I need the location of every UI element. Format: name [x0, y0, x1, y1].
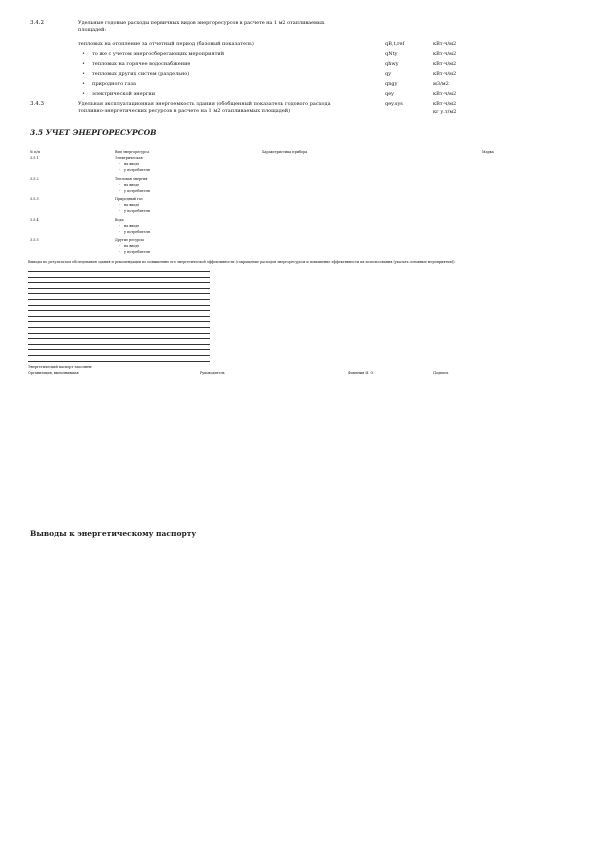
metering-group-name: Другие ресурсы: [115, 238, 144, 242]
column-device-header: Характеристика прибора: [262, 150, 308, 154]
column-resource-header: Вид энергоресурса: [115, 150, 150, 154]
section-343-unit1: кВт·ч/м2: [433, 101, 457, 107]
section-342-row-symbol: qey: [385, 91, 394, 97]
metering-group-number: 3.5.4: [30, 218, 39, 222]
conclusion-line: [28, 321, 210, 322]
conclusion-line: [28, 333, 210, 334]
section-343-line1: Удельная эксплуатационная энергоемкость здания (обобщенный показатель годового расхода: [78, 101, 331, 107]
conclusion-line: [28, 361, 210, 362]
metering-group-name: Электрическая: [115, 156, 143, 160]
conclusion-line: [28, 271, 210, 272]
conclusion-line: [28, 327, 210, 328]
section-342-row-symbol: qB,t,ref: [385, 41, 405, 47]
metering-group-item: - на вводе: [124, 203, 139, 208]
section-342-row-label: • то же с учетом энергосберегающих мероприятий: [92, 51, 224, 58]
conclusion-line: [28, 288, 210, 289]
section-342-row-label: • тепловых других систем (раздельно): [92, 71, 189, 78]
metering-group-item: - у потребителя: [124, 230, 150, 235]
metering-group-number: 3.5.1: [30, 156, 39, 160]
signature-name: Фамилия И. О.: [348, 371, 375, 375]
section-342-row-unit: кВт·ч/м2: [433, 61, 457, 67]
metering-group-name: Вода: [115, 218, 124, 222]
section-342-row-symbol: qngy: [385, 81, 398, 87]
metering-group-item: - на вводе: [124, 162, 139, 167]
metering-group-item: - у потребителя: [124, 250, 150, 255]
metering-group-item: - на вводе: [124, 244, 139, 249]
section-342-row-unit: м3/м2: [433, 81, 449, 87]
metering-group-name: Тепловая энергия: [115, 177, 148, 181]
section-343-unit2: кг у.т/м2: [433, 109, 457, 115]
column-brand-header: Марка: [482, 150, 494, 154]
signature-organization: Организация, выполнившая: [28, 371, 79, 375]
section-342-row-symbol: qhwy: [385, 61, 399, 67]
conclusion-line: [28, 310, 210, 311]
section-343-number: 3.4.3: [30, 101, 44, 107]
conclusion-line: [28, 344, 210, 345]
conclusion-line: [28, 277, 210, 278]
section-342-title-line1: Удельные годовые расходы первичных видов энергоресурсов в расчете на 1 м2 отапливаемых: [78, 20, 325, 26]
metering-group-name: Природный газ: [115, 197, 143, 201]
section-342-row-label: • природного газа: [92, 81, 136, 88]
section-342-row-symbol: qNty: [385, 51, 398, 57]
metering-group-number: 3.5.2: [30, 177, 39, 181]
metering-group-item: - у потребителя: [124, 209, 150, 214]
section-342-row-unit: кВт·ч/м2: [433, 51, 457, 57]
section-342-row-unit: кВт·ч/м2: [433, 41, 457, 47]
conclusion-line: [28, 282, 210, 283]
conclusion-line: [28, 338, 210, 339]
footer-note: Энергетический паспорт заполнен:: [28, 365, 93, 369]
section-342-row-label: тепловых на отопление за отчетный период (базовый показатель): [78, 41, 254, 47]
signature-sign: Подпись: [433, 371, 449, 375]
conclusion-line: [28, 299, 210, 300]
conclusion-line: [28, 355, 210, 356]
appendix-title: Выводы к энергетическому паспорту: [30, 529, 197, 538]
section-342-title-line2: площадей:: [78, 27, 107, 33]
section-342-row-unit: кВт·ч/м2: [433, 71, 457, 77]
conclusions-note: Выводы по результатам обследования здания и рекомендации по повышению его энергетической эффективности (сокращение расходов энергоресурсов и повышение эффективности их использования (указать основные мероприятия)):: [28, 260, 456, 264]
conclusion-line: [28, 293, 210, 294]
section-342-row-label: • электрической энергии: [92, 91, 155, 98]
signature-position: Руководитель: [200, 371, 225, 375]
section-35-heading: 3.5 УЧЕТ ЭНЕРГОРЕСУРСОВ: [30, 128, 157, 137]
conclusion-line: [28, 305, 210, 306]
metering-group-item: - у потребителя: [124, 189, 150, 194]
metering-group-item: - у потребителя: [124, 168, 150, 173]
metering-group-item: - на вводе: [124, 224, 139, 229]
metering-group-number: 3.5.5: [30, 238, 39, 242]
section-342-row-label: • тепловых на горячее водоснабжение: [92, 61, 190, 68]
section-342-row-unit: кВт·ч/м2: [433, 91, 457, 97]
section-342-row-symbol: qy: [385, 71, 392, 77]
section-343-symbol: qey.sys: [385, 101, 403, 107]
metering-group-item: - на вводе: [124, 183, 139, 188]
conclusion-line: [28, 349, 210, 350]
section-343-line2: топливно-энергетических ресурсов в расчете на 1 м2 отапливаемых площадей): [78, 108, 291, 114]
conclusion-line: [28, 316, 210, 317]
metering-group-number: 3.5.3: [30, 197, 39, 201]
section-342-number: 3.4.2: [30, 20, 44, 26]
column-number-header: № п/п: [30, 150, 40, 154]
